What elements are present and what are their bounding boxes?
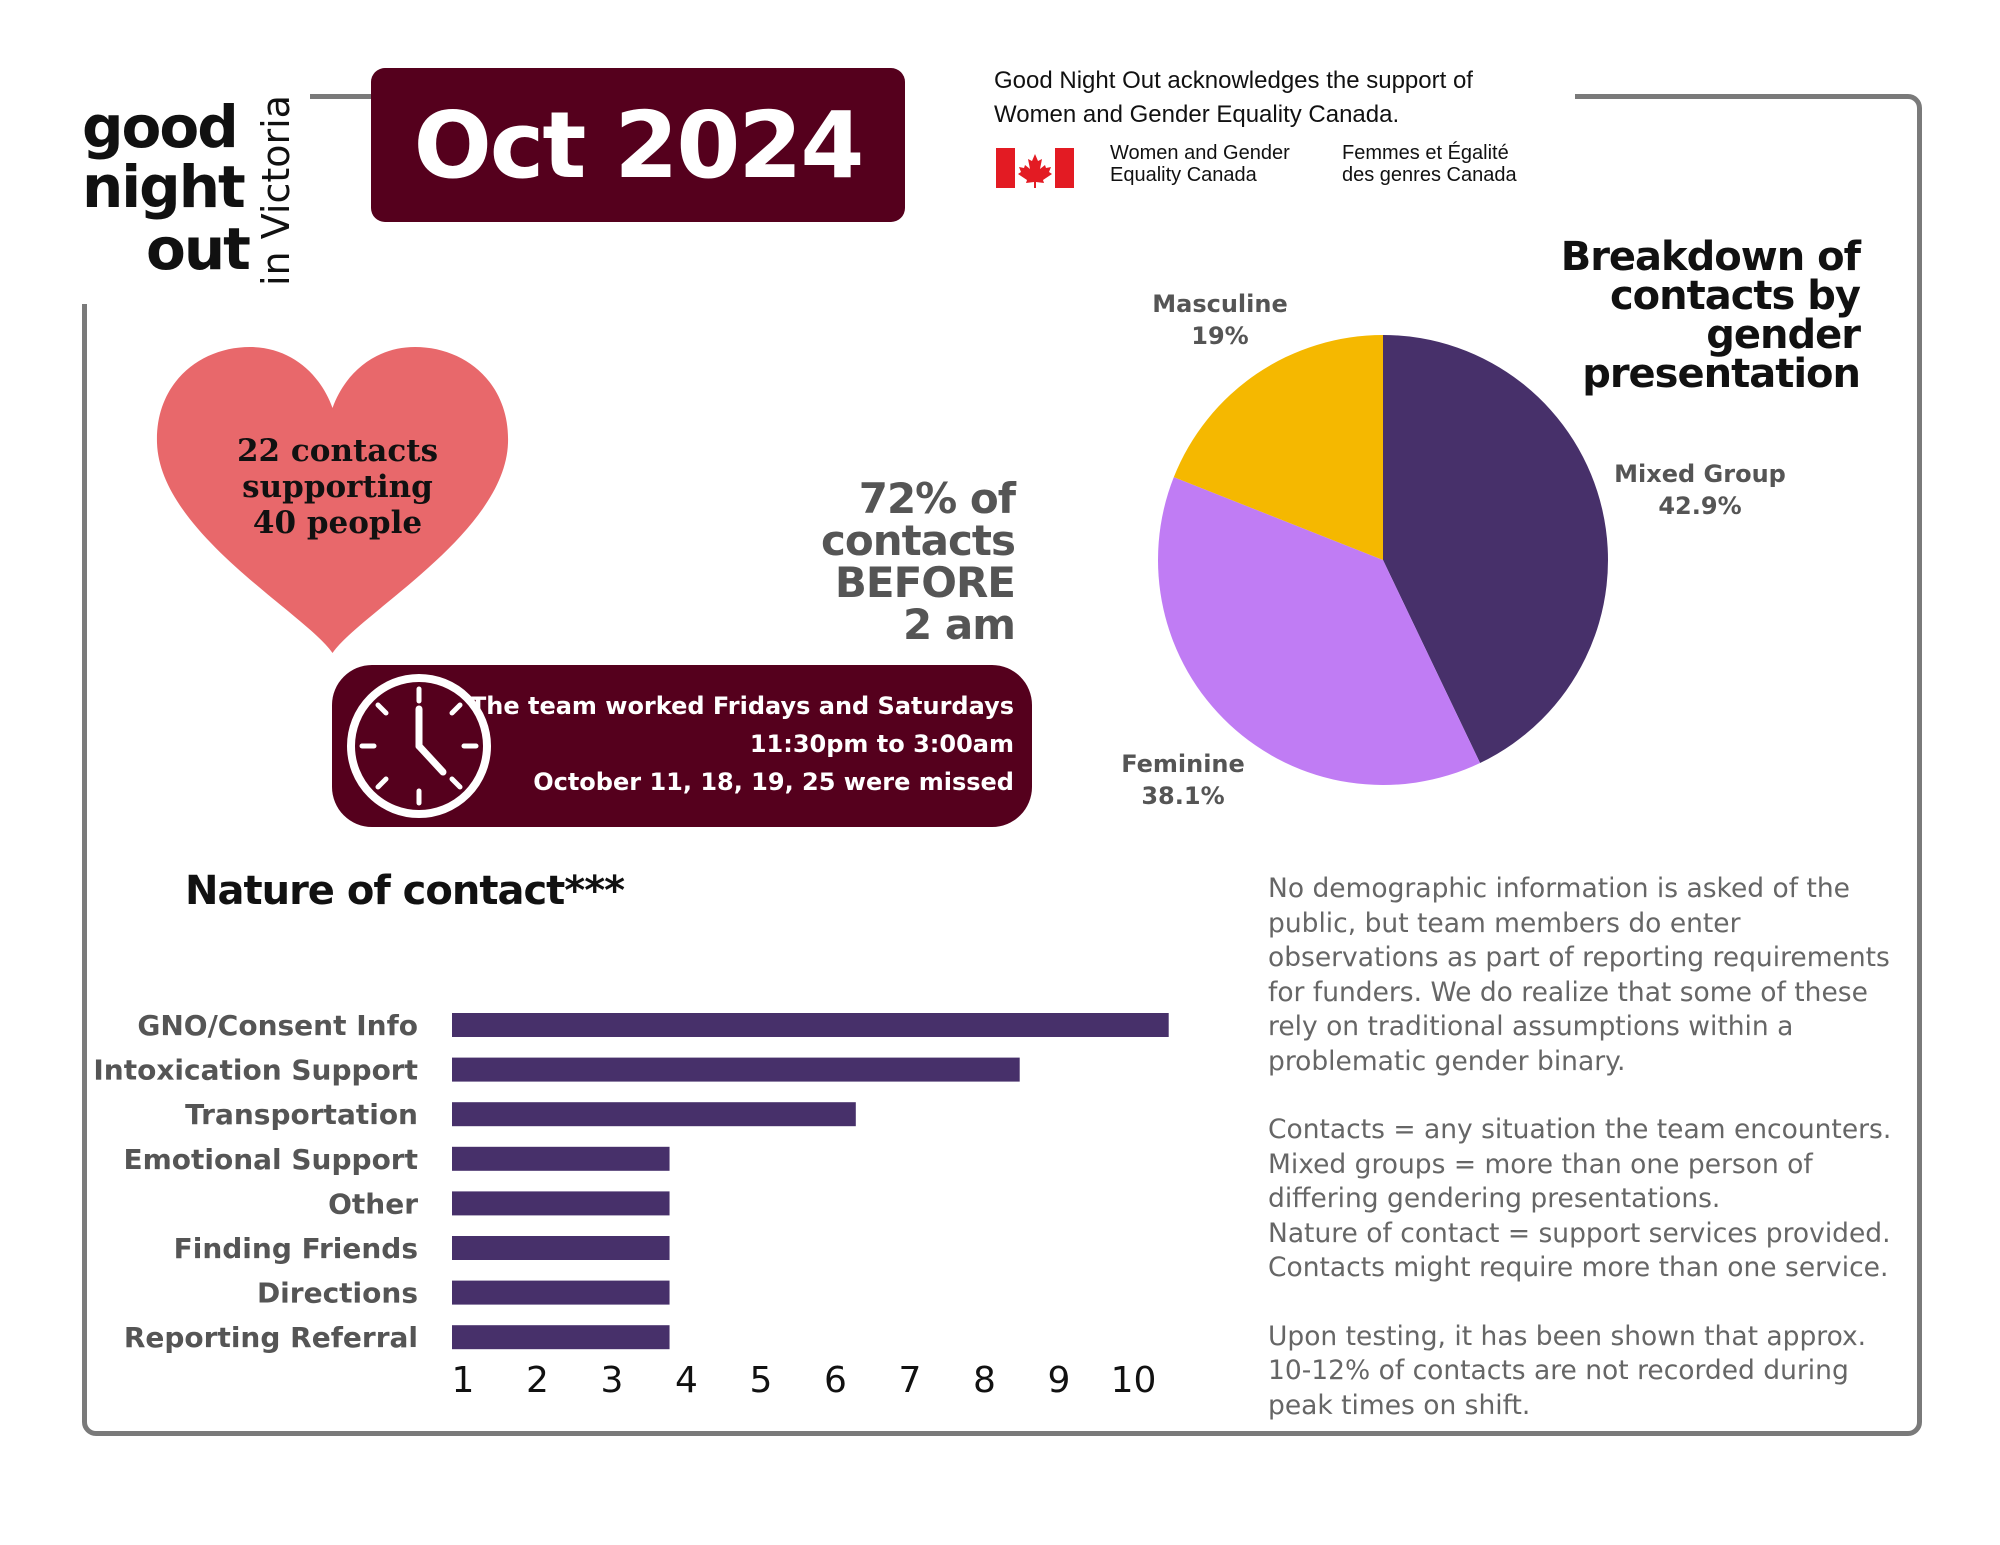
- pie-value-label: 42.9%: [1658, 492, 1742, 520]
- bar-intoxication-support: [452, 1058, 1020, 1082]
- contacts-count: 22 contacts: [236, 433, 439, 469]
- bar-category-label: Emotional Support: [123, 1142, 418, 1176]
- bar-chart-title: Nature of contact***: [185, 868, 625, 914]
- contacts-supporting: supporting: [242, 469, 433, 505]
- before-2am-line2: contacts: [820, 516, 1015, 565]
- date-badge: Oct 2024: [371, 68, 905, 222]
- pie-label-feminine: [1073, 748, 1293, 812]
- x-tick-label: 2: [526, 1360, 549, 1401]
- acknowledgement-text: Good Night Out acknowledges the support of Women and Gender Equality Canada.: [994, 67, 1473, 128]
- bar-category-label: GNO/Consent Info: [137, 1009, 418, 1042]
- pie-category-name: Mixed Group: [1614, 460, 1786, 488]
- pie-category-name: Feminine: [1121, 750, 1245, 778]
- logo-word-night: night: [82, 153, 244, 221]
- x-tick-label: 9: [1047, 1360, 1071, 1401]
- hours-days: The team worked Fridays and Saturdays: [469, 692, 1014, 720]
- logo-subtitle: in Victoria: [254, 95, 298, 286]
- notes-definitions: [1268, 1113, 1908, 1286]
- pie-label-masculine: [1110, 288, 1330, 352]
- x-tick-label: 5: [749, 1360, 773, 1401]
- logo-word-good: good: [82, 93, 237, 161]
- bar-gno-consent-info: [452, 1013, 1169, 1037]
- logo-word-out: out: [146, 215, 249, 283]
- notes-testing: Upon testing, it has been shown that approx. 10-12% of contacts are not recorded during peak times on shift.: [1268, 1320, 1867, 1421]
- bar-category-label: Directions: [256, 1276, 418, 1310]
- note-nature-of-contact: Nature of contact = support services provided.: [1268, 1217, 1891, 1249]
- before-2am-line4: 2 am: [903, 600, 1015, 649]
- bar-reporting-referral: [452, 1325, 670, 1349]
- pie-value-label: 38.1%: [1141, 782, 1225, 810]
- before-2am-line1: 72% of: [858, 474, 1015, 523]
- gov-name-fr-1: Femmes et Égalité: [1342, 142, 1509, 164]
- gov-name-fr-2: des genres Canada: [1342, 164, 1517, 186]
- x-tick-label: 4: [675, 1360, 698, 1401]
- x-tick-label: 8: [973, 1360, 996, 1401]
- x-tick-label: 1: [451, 1360, 475, 1401]
- bar-emotional-support: [452, 1147, 670, 1171]
- pie-chart-title: Breakdown of contacts by gender presentation: [1560, 234, 1860, 397]
- notes-demographics: No demographic information is asked of the public, but team members do enter observations as part of reporting requirements for funders. We do realize that some of these rely on traditional assumptions within a problematic gender binary.: [1268, 873, 1890, 1077]
- hours-missed: October 11, 18, 19, 25 were missed: [533, 768, 1014, 796]
- x-tick-label: 6: [824, 1360, 847, 1401]
- note-contacts: Contacts = any situation the team encounters.: [1268, 1114, 1892, 1145]
- bar-category-label: Transportation: [185, 1098, 418, 1132]
- pie-label-mixed-group: [1590, 458, 1810, 522]
- pie-category-name: Masculine: [1152, 290, 1288, 318]
- bar-category-label: Finding Friends: [173, 1232, 418, 1265]
- bar-category-label: Other: [328, 1187, 418, 1221]
- bar-directions: [452, 1281, 670, 1305]
- x-tick-label: 10: [1110, 1360, 1157, 1401]
- bar-finding-friends: [452, 1236, 670, 1260]
- bar-category-label: Intoxication Support: [93, 1053, 418, 1087]
- bar-category-label: Reporting Referral: [123, 1321, 418, 1355]
- before-2am-line3: BEFORE: [834, 558, 1015, 607]
- note-multiple-services: Contacts might require more than one service.: [1268, 1252, 1889, 1283]
- people-count: 40 people: [252, 505, 423, 541]
- bar-other: [452, 1191, 670, 1215]
- x-tick-label: 7: [898, 1360, 922, 1401]
- bar-transportation: [452, 1102, 856, 1126]
- notes: [1268, 872, 1908, 1457]
- gov-name-en-1: Women and Gender: [1110, 142, 1290, 164]
- x-tick-label: 3: [600, 1360, 624, 1401]
- gov-name-en-2: Equality Canada: [1110, 164, 1257, 186]
- note-mixed-groups: Mixed groups = more than one person of differing gendering presentations.: [1268, 1148, 1813, 1214]
- hours-times: 11:30pm to 3:00am: [749, 730, 1014, 758]
- pie-value-label: 19%: [1191, 322, 1249, 350]
